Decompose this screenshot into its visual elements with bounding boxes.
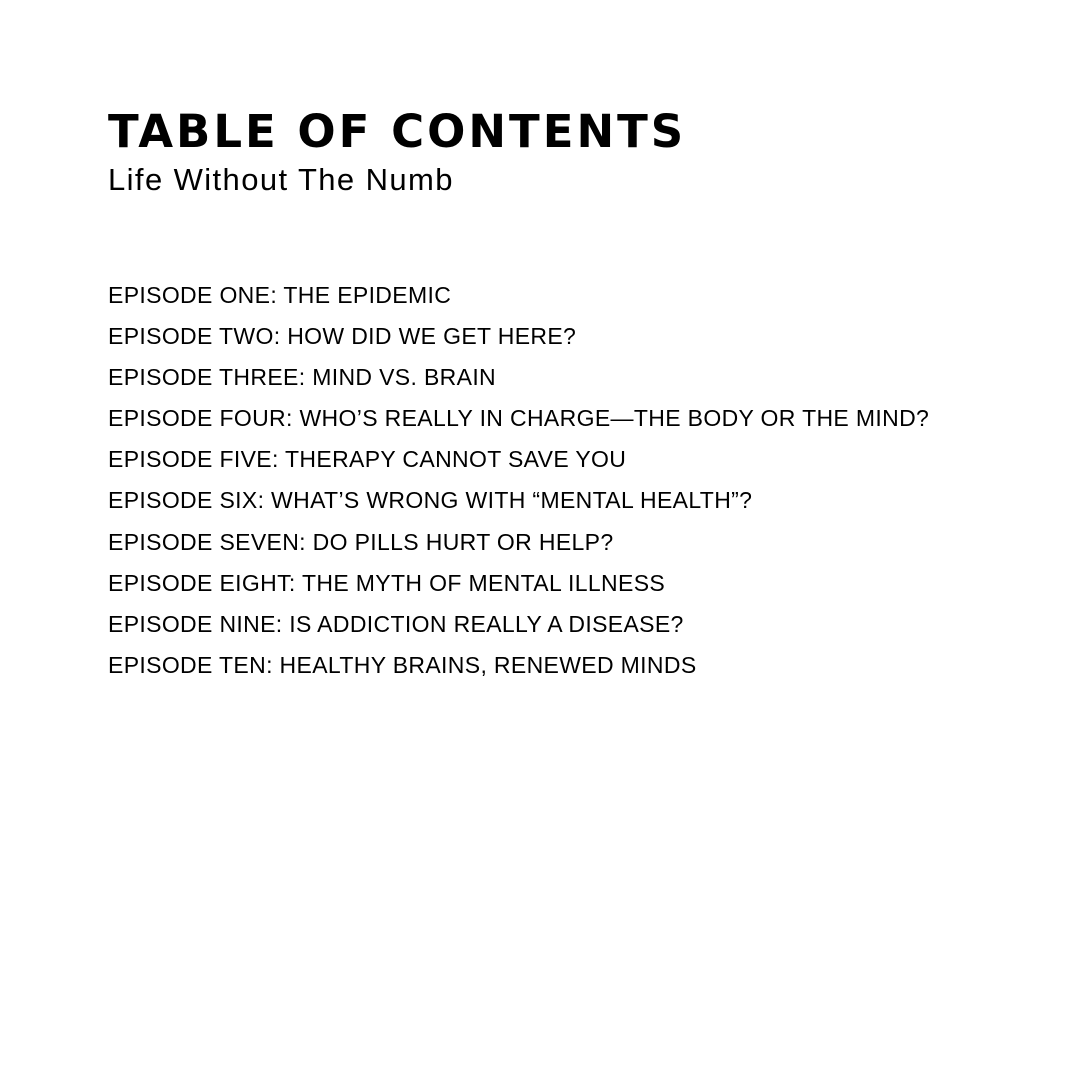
page-title: TABLE OF CONTENTS: [108, 105, 687, 158]
episode-list: [108, 275, 929, 686]
episode-item-6: EPISODE SIX: WHAT’S WRONG WITH “MENTAL HEALTH”?: [108, 487, 753, 514]
episode-item-4: EPISODE FOUR: WHO’S REALLY IN CHARGE—THE BODY OR THE MIND?: [108, 405, 930, 432]
episode-item-3: EPISODE THREE: MIND VS. BRAIN: [108, 364, 497, 391]
episode-item-1: EPISODE ONE: THE EPIDEMIC: [108, 282, 452, 308]
header: [108, 104, 686, 200]
episode-item-9: EPISODE NINE: IS ADDICTION REALLY A DISEASE?: [108, 610, 684, 637]
episode-item-5: EPISODE FIVE: THERAPY CANNOT SAVE YOU: [108, 446, 627, 473]
episode-item-10: EPISODE TEN: HEALTHY BRAINS, RENEWED MINDS: [108, 651, 697, 678]
page-subtitle: Life Without The Numb: [108, 162, 454, 197]
episode-item-2: EPISODE TWO: HOW DID WE GET HERE?: [108, 323, 577, 350]
episode-item-7: EPISODE SEVEN: DO PILLS HURT OR HELP?: [108, 528, 614, 555]
episode-item-8: EPISODE EIGHT: THE MYTH OF MENTAL ILLNESS: [108, 569, 666, 596]
